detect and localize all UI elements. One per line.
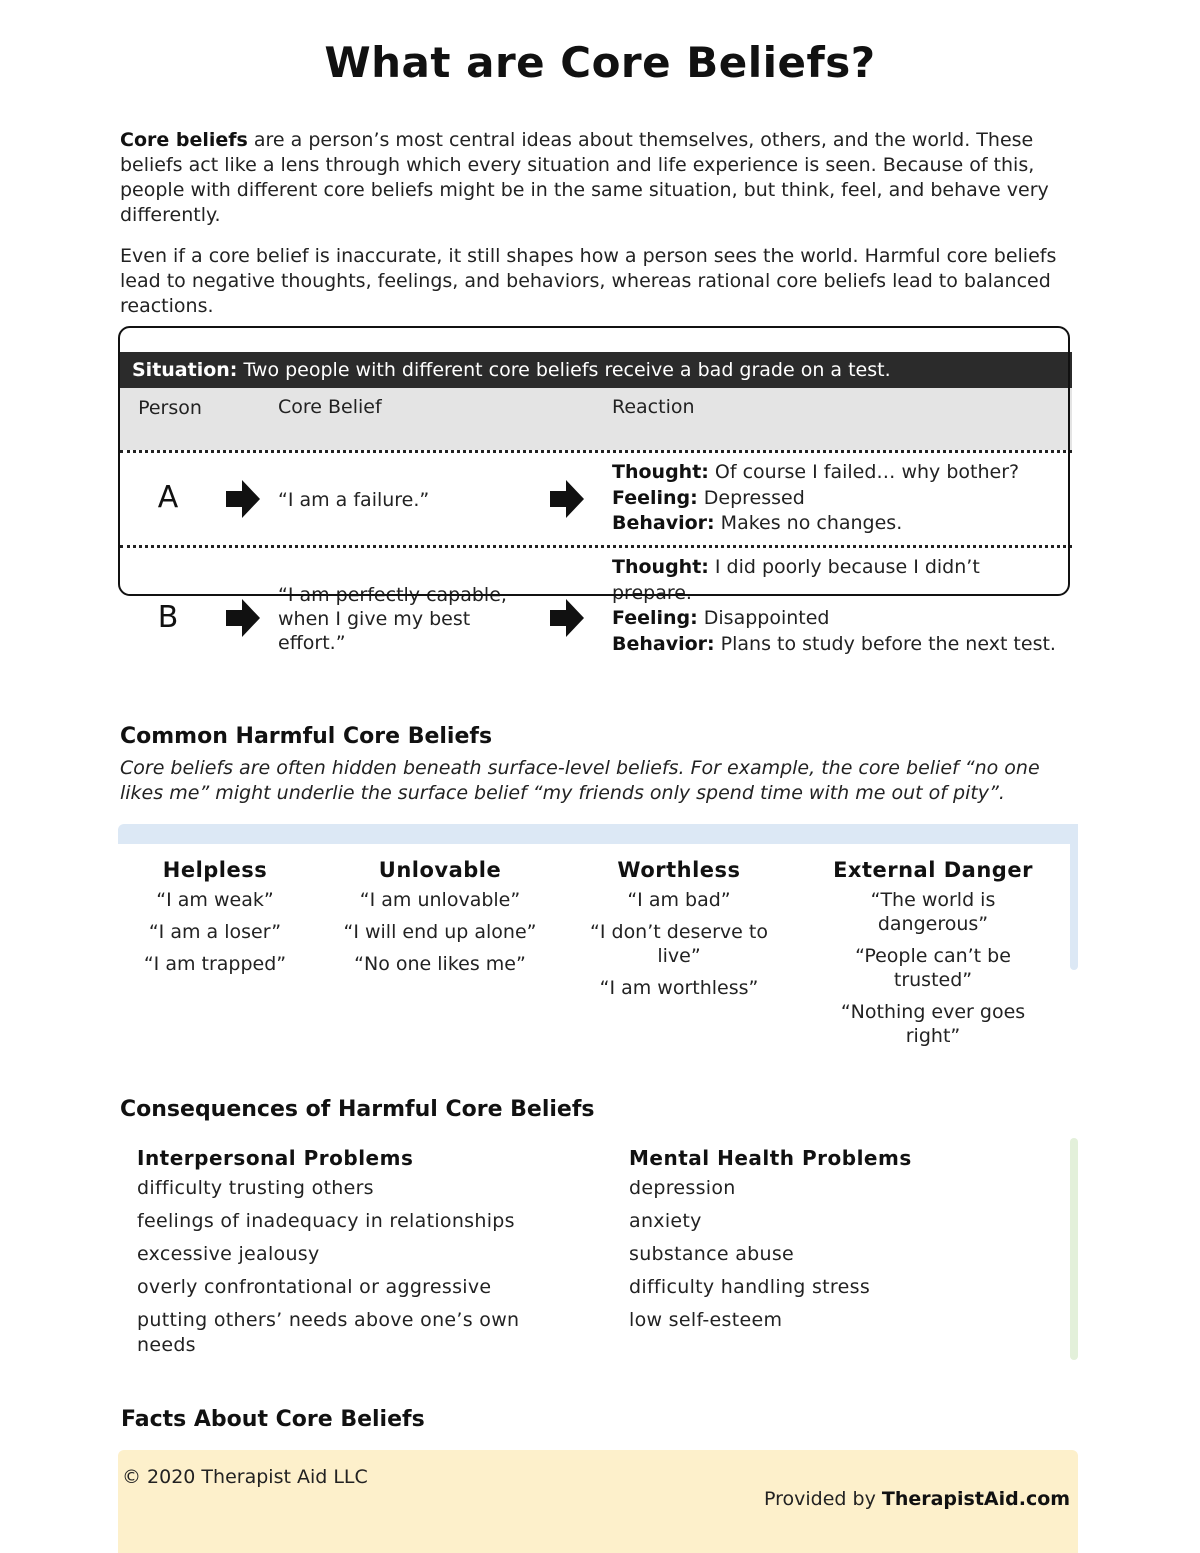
list-item: “Nothing ever goes right”: [840, 1001, 1026, 1047]
mental-health-problems: [629, 1146, 1069, 1341]
list-item: low self-esteem: [629, 1309, 783, 1331]
col-header-reaction: Reaction: [612, 396, 695, 418]
list-item: overly confrontational or aggressive: [137, 1276, 492, 1298]
col-header-core-belief: Core Belief: [278, 396, 382, 418]
list-item: “I am unlovable”: [359, 889, 521, 911]
belief-group-helpless: [100, 858, 330, 984]
beliefs-panel-top: [118, 824, 1078, 844]
belief-group-title: Helpless: [162, 858, 268, 882]
consequences-title: Consequences of Harmful Core Beliefs: [120, 1097, 595, 1122]
arrow-right-icon: [550, 599, 584, 637]
reaction-behavior: Behavior: Makes no changes.: [612, 512, 903, 534]
provided-by: [764, 1488, 1070, 1510]
core-beliefs-term: Core beliefs: [120, 129, 248, 151]
list-item: “I am weak”: [156, 889, 274, 911]
consequences-panel-side: [1070, 1138, 1078, 1360]
reaction-feeling: Feeling: Depressed: [612, 486, 805, 509]
list-item: “I am trapped”: [143, 953, 287, 975]
belief-group-worthless: [564, 858, 794, 1008]
intro-paragraph-1-text: are a person’s most central ideas about themselves, others, and the world. These beliefs act like a lens through which every situation and life experience is seen. Because of this, people with different core beliefs might be in the same situation, but think, feel, and behave very differently.: [120, 129, 1049, 226]
interpersonal-problems: [137, 1146, 577, 1366]
arrow-right-icon: [226, 599, 260, 637]
list-item: anxiety: [629, 1210, 702, 1232]
mental-health-title: Mental Health Problems: [629, 1146, 912, 1170]
list-item: difficulty handling stress: [629, 1276, 871, 1298]
situation-table-frame: [118, 326, 1070, 596]
col-header-person: Person: [138, 397, 202, 419]
list-item: “People can’t be trusted”: [855, 945, 1011, 991]
situation-label: Situation:: [132, 359, 238, 381]
belief-group-title: Unlovable: [378, 858, 502, 882]
common-beliefs-title: Common Harmful Core Beliefs: [120, 724, 493, 749]
therapistaid-link[interactable]: TherapistAid.com: [881, 1488, 1071, 1510]
list-item: substance abuse: [629, 1243, 795, 1265]
list-item: “I am a loser”: [148, 921, 282, 943]
reaction-thought: Thought: I did poorly because I didn’t prepare.: [612, 556, 980, 604]
list-item: feelings of inadequacy in relationships: [137, 1210, 515, 1232]
page-title: What are Core Beliefs?: [324, 38, 876, 87]
list-item: “I will end up alone”: [343, 921, 537, 943]
beliefs-panel-side: [1070, 824, 1078, 970]
list-item: “I don’t deserve to live”: [590, 921, 768, 967]
list-item: “The world is dangerous”: [870, 889, 996, 935]
list-item: depression: [629, 1177, 736, 1199]
person-a-label: A: [157, 480, 179, 515]
list-item: “I am worthless”: [599, 977, 759, 999]
belief-group-title: Worthless: [617, 858, 741, 882]
interpersonal-title: Interpersonal Problems: [137, 1146, 414, 1170]
belief-group-title: External Danger: [833, 858, 1033, 882]
list-item: “No one likes me”: [354, 953, 526, 975]
reaction-feeling: Feeling: Disappointed: [612, 607, 830, 629]
belief-group-unlovable: [325, 858, 555, 984]
list-item: putting others’ needs above one’s own needs: [137, 1309, 520, 1356]
provided-by-prefix: Provided by: [764, 1488, 882, 1510]
intro-paragraph-1: [120, 128, 1080, 228]
person-a-belief: “I am a failure.”: [278, 489, 430, 511]
list-item: excessive jealousy: [137, 1243, 320, 1265]
person-b-belief: “I am perfectly capable, when I give my best effort.”: [278, 584, 507, 654]
list-item: difficulty trusting others: [137, 1177, 374, 1199]
facts-title: Facts About Core Beliefs: [121, 1407, 425, 1432]
situation-text: Two people with different core beliefs receive a bad grade on a test.: [237, 359, 891, 381]
reaction-thought: Thought: Of course I failed… why bother?: [612, 461, 1020, 483]
belief-group-external-danger: [818, 858, 1048, 1056]
reaction-behavior: Behavior: Plans to study before the next test.: [612, 632, 1056, 655]
list-item: “I am bad”: [627, 889, 731, 911]
common-beliefs-note: Core beliefs are often hidden beneath surface-level beliefs. For example, the core belief “no one likes me” might underlie the surface belief “my friends only spend time with me out of pity”.: [120, 757, 1040, 804]
intro-paragraph-2: Even if a core belief is inaccurate, it still shapes how a person sees the world. Harmful core beliefs lead to negative thoughts, feelings, and behaviors, whereas rational core beliefs lead to balanced reactions.: [120, 245, 1057, 317]
person-b-label: B: [157, 600, 179, 635]
copyright-text: © 2020 Therapist Aid LLC: [122, 1466, 368, 1488]
